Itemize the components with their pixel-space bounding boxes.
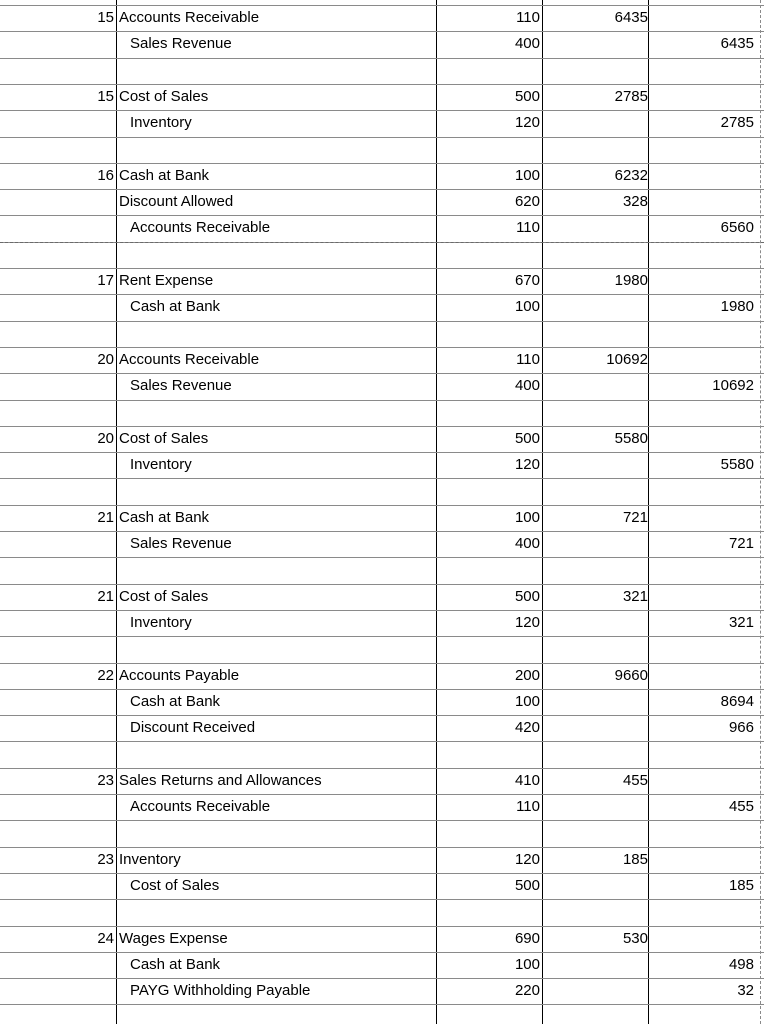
page-break-horizontal — [0, 242, 764, 243]
credit-amount[interactable] — [650, 505, 754, 531]
debit-amount[interactable] — [545, 110, 648, 136]
credit-amount[interactable]: 498 — [728, 955, 754, 973]
debit-amount[interactable] — [545, 31, 648, 57]
row-gridline — [0, 400, 764, 401]
debit-amount[interactable]: 185 — [622, 850, 648, 868]
post-ref[interactable]: 100 — [514, 508, 540, 526]
credit-amount[interactable] — [650, 768, 754, 794]
debit-amount[interactable] — [545, 689, 648, 715]
row-gridline — [0, 137, 764, 138]
page-break-vertical — [760, 0, 761, 1024]
debit-amount[interactable] — [545, 715, 648, 741]
credit-amount[interactable]: 32 — [737, 982, 754, 1000]
debit-amount[interactable] — [545, 952, 648, 978]
account-name[interactable]: PAYG Withholding Payable — [130, 982, 311, 1000]
credit-amount[interactable] — [650, 426, 754, 452]
debit-amount[interactable]: 530 — [622, 929, 648, 947]
credit-amount[interactable] — [650, 268, 754, 294]
debit-amount[interactable]: 5580 — [614, 429, 648, 447]
credit-amount[interactable] — [650, 847, 754, 873]
credit-amount[interactable] — [650, 584, 754, 610]
credit-amount[interactable]: 721 — [728, 535, 754, 552]
post-ref[interactable]: 500 — [514, 429, 540, 447]
post-ref[interactable]: 220 — [514, 982, 540, 1000]
post-ref[interactable]: 110 — [516, 798, 540, 815]
post-ref[interactable]: 110 — [516, 9, 540, 26]
credit-amount[interactable] — [650, 163, 754, 189]
post-ref[interactable]: 120 — [514, 114, 540, 132]
post-ref[interactable]: 500 — [514, 587, 540, 605]
debit-amount[interactable] — [545, 794, 648, 820]
post-ref[interactable]: 120 — [514, 850, 540, 868]
credit-amount[interactable]: 6435 — [720, 35, 754, 53]
entry-date[interactable]: 22 — [97, 666, 114, 684]
post-ref[interactable]: 670 — [514, 272, 540, 289]
entry-date[interactable]: 23 — [97, 771, 114, 789]
entry-date[interactable]: 21 — [97, 587, 114, 605]
debit-amount[interactable]: 328 — [622, 193, 648, 211]
entry-date[interactable]: 17 — [97, 272, 114, 289]
account-name[interactable]: Rent Expense — [119, 272, 214, 289]
account-name[interactable]: Cash at Bank — [130, 298, 221, 316]
credit-amount[interactable]: 10692 — [712, 377, 754, 395]
row-gridline — [0, 478, 764, 479]
row-gridline — [0, 58, 764, 59]
post-ref[interactable]: 120 — [514, 456, 540, 474]
row-gridline — [0, 820, 764, 821]
credit-amount[interactable] — [650, 5, 754, 31]
debit-amount[interactable] — [545, 873, 648, 899]
post-ref[interactable]: 120 — [514, 613, 540, 631]
account-name[interactable]: Inventory — [130, 456, 192, 474]
account-name[interactable]: Accounts Receivable — [119, 350, 260, 368]
entry-date[interactable]: 15 — [97, 9, 114, 26]
entry-date[interactable]: 15 — [97, 87, 114, 105]
row-gridline — [0, 557, 764, 558]
post-ref[interactable]: 400 — [514, 535, 540, 552]
debit-amount[interactable]: 10692 — [606, 350, 648, 368]
credit-amount[interactable]: 6560 — [720, 219, 754, 237]
account-name[interactable]: Accounts Receivable — [130, 219, 271, 237]
credit-amount[interactable]: 8694 — [720, 692, 754, 710]
post-ref[interactable]: 500 — [514, 876, 540, 894]
debit-amount[interactable]: 9660 — [614, 666, 648, 684]
post-ref[interactable]: 420 — [514, 719, 540, 737]
row-gridline — [0, 321, 764, 322]
debit-amount[interactable]: 6232 — [614, 166, 648, 184]
credit-amount[interactable] — [650, 347, 754, 373]
debit-amount[interactable]: 1980 — [614, 272, 648, 289]
post-ref[interactable]: 400 — [514, 377, 540, 395]
post-ref[interactable]: 100 — [514, 955, 540, 973]
account-name[interactable]: Inventory — [119, 850, 181, 868]
entry-date[interactable]: 20 — [97, 350, 114, 368]
debit-amount[interactable]: 455 — [622, 771, 648, 789]
row-gridline — [0, 242, 764, 243]
row-gridline — [0, 636, 764, 637]
account-name[interactable]: Cost of Sales — [119, 587, 209, 605]
debit-amount[interactable]: 6435 — [614, 9, 648, 26]
account-name[interactable]: Cost of Sales — [130, 876, 220, 894]
debit-amount[interactable] — [545, 452, 648, 478]
account-name[interactable]: Cash at Bank — [119, 166, 210, 184]
account-name[interactable]: Accounts Receivable — [130, 798, 271, 815]
account-name[interactable]: Cost of Sales — [119, 87, 209, 105]
credit-amount[interactable] — [650, 926, 754, 952]
credit-amount[interactable]: 455 — [728, 798, 754, 815]
entry-date[interactable]: 23 — [97, 850, 114, 868]
credit-amount[interactable]: 966 — [728, 719, 754, 737]
post-ref[interactable]: 500 — [514, 87, 540, 105]
debit-column-border — [648, 0, 649, 1024]
post-ref[interactable]: 690 — [514, 929, 540, 947]
account-name[interactable]: Inventory — [130, 613, 192, 631]
entry-date[interactable]: 16 — [97, 166, 114, 184]
account-name[interactable]: Sales Returns and Allowances — [119, 771, 322, 789]
account-column-border — [436, 0, 437, 1024]
account-name[interactable]: Cash at Bank — [130, 955, 221, 973]
account-name[interactable]: Wages Expense — [119, 929, 228, 947]
credit-amount[interactable] — [650, 663, 754, 689]
post-ref[interactable]: 200 — [514, 666, 540, 684]
row-gridline — [0, 899, 764, 900]
post-ref[interactable]: 100 — [514, 166, 540, 184]
entry-date[interactable]: 24 — [97, 929, 114, 947]
credit-amount[interactable]: 2785 — [720, 114, 754, 132]
account-name[interactable]: Discount Allowed — [119, 193, 234, 211]
debit-amount[interactable] — [545, 610, 648, 636]
account-name[interactable]: Inventory — [130, 114, 192, 132]
credit-amount[interactable] — [650, 84, 754, 110]
account-name[interactable]: Sales Revenue — [130, 35, 232, 53]
post-ref[interactable]: 410 — [514, 771, 540, 789]
post-ref[interactable]: 620 — [514, 193, 540, 211]
debit-amount[interactable] — [545, 373, 648, 399]
credit-amount[interactable]: 185 — [728, 876, 754, 894]
debit-amount[interactable]: 321 — [622, 587, 648, 605]
debit-amount[interactable]: 2785 — [614, 87, 648, 105]
post-ref[interactable]: 400 — [514, 35, 540, 53]
account-name[interactable]: Accounts Receivable — [119, 9, 260, 26]
post-ref[interactable]: 100 — [514, 692, 540, 710]
account-name[interactable]: Cost of Sales — [119, 429, 209, 447]
date-column-border — [116, 0, 117, 1024]
entry-date[interactable]: 21 — [97, 508, 114, 526]
credit-amount[interactable] — [650, 189, 754, 215]
account-name[interactable]: Accounts Payable — [119, 666, 240, 684]
account-name[interactable]: Discount Received — [130, 719, 256, 737]
debit-amount[interactable] — [545, 531, 648, 557]
row-gridline — [0, 1004, 764, 1005]
credit-amount[interactable]: 321 — [728, 613, 754, 631]
post-ref[interactable]: 110 — [516, 350, 540, 368]
row-gridline — [0, 741, 764, 742]
debit-amount[interactable] — [545, 978, 648, 1004]
debit-amount[interactable] — [545, 294, 648, 320]
debit-amount[interactable]: 721 — [622, 508, 648, 526]
account-name[interactable]: Sales Revenue — [130, 535, 232, 552]
ref-column-border — [542, 0, 543, 1024]
account-name[interactable]: Sales Revenue — [130, 377, 232, 395]
account-name[interactable]: Cash at Bank — [119, 508, 210, 526]
credit-amount[interactable]: 5580 — [720, 456, 754, 474]
entry-date[interactable]: 20 — [97, 429, 114, 447]
account-name[interactable]: Cash at Bank — [130, 692, 221, 710]
debit-amount[interactable] — [545, 215, 648, 241]
credit-amount[interactable]: 1980 — [720, 298, 754, 316]
post-ref[interactable]: 110 — [516, 219, 540, 237]
post-ref[interactable]: 100 — [514, 298, 540, 316]
